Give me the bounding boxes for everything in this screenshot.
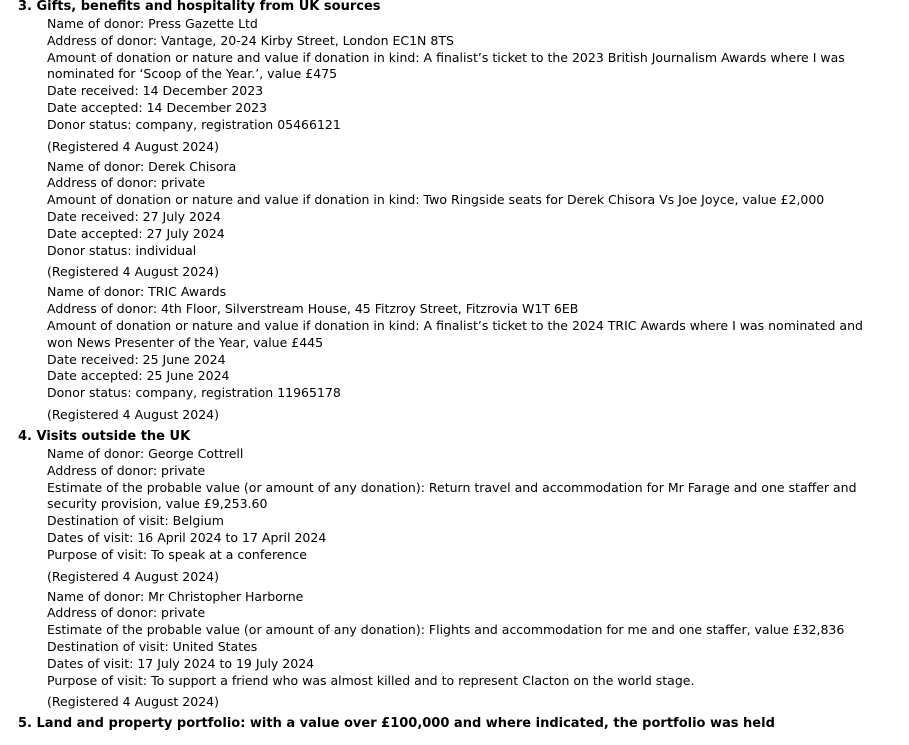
date-received: Date received: 27 July 2024 [47,208,221,224]
donation-amount: Amount of donation or nature and value if donation in kind: A finalist’s ticket to the 2023 British Journalism Awards where I was nominated for ‘Scoop of the Year.’, value £475 [47,49,845,82]
donor-status: Donor status: company, registration 11965178 [47,385,341,401]
visit-dates: Dates of visit: 17 July 2024 to 19 July 2024 [47,655,315,671]
section-heading-cutoff: 5. Land and property portfolio: with a value over £100,000 and where indicated, the portfolio was held [18,716,775,732]
donor-name: Name of donor: Derek Chisora [47,158,237,174]
visit-entry [47,446,867,585]
visit-value: Estimate of the probable value (or amount of any donation): Flights and accommodation for me and one staffer, value £32,836 [47,622,845,638]
section-heading: 4. Visits outside the UK [18,428,191,444]
registered-date: (Registered 4 August 2024) [47,264,219,280]
section-visits [0,427,909,710]
donor-address: Address of donor: private [47,605,206,621]
registered-date: (Registered 4 August 2024) [47,138,219,154]
donor-address: Address of donor: private [47,462,206,478]
visit-destination: Destination of visit: United States [47,638,258,654]
registered-date: (Registered 4 August 2024) [47,568,219,584]
date-received: Date received: 14 December 2023 [47,83,264,99]
visit-entry [47,589,867,711]
registered-date: (Registered 4 August 2024) [47,406,219,422]
visit-purpose: Purpose of visit: To speak at a conference [47,546,307,562]
date-accepted: Date accepted: 25 June 2024 [47,368,230,384]
date-accepted: Date accepted: 14 December 2023 [47,99,268,115]
donor-address: Address of donor: private [47,175,206,191]
registered-date: (Registered 4 August 2024) [47,694,219,710]
donor-name: Name of donor: TRIC Awards [47,284,227,300]
visit-destination: Destination of visit: Belgium [47,513,224,529]
donor-status: Donor status: individual [47,242,197,258]
date-accepted: Date accepted: 27 July 2024 [47,225,225,241]
donor-name: Name of donor: Mr Christopher Harborne [47,588,304,604]
gift-entry [47,16,867,155]
visit-purpose: Purpose of visit: To support a friend who was almost killed and to represent Clacton on the world stage. [47,672,695,688]
date-received: Date received: 25 June 2024 [47,351,226,367]
gift-entry [47,159,867,281]
gift-entry [47,284,867,423]
visit-dates: Dates of visit: 16 April 2024 to 17 April 2024 [47,529,327,545]
section-heading: 3. Gifts, benefits and hospitality from UK sources [18,0,381,14]
donation-amount: Amount of donation or nature and value if donation in kind: A finalist’s ticket to the 2024 TRIC Awards where I was nominated and won News Presenter of the Year, value £445 [47,317,863,350]
donor-name: Name of donor: Press Gazette Ltd [47,16,258,31]
donor-address: Address of donor: 4th Floor, Silverstream House, 45 Fitzroy Street, Fitzrovia W1T 6EB [47,301,579,317]
donor-name: Name of donor: George Cottrell [47,445,244,461]
visit-value: Estimate of the probable value (or amount of any donation): Return travel and accommodation for Mr Farage and one staffer and security provision, value £9,253.60 [47,479,857,512]
donation-amount: Amount of donation or nature and value if donation in kind: Two Ringside seats for Derek Chisora Vs Joe Joyce, value £2,000 [47,192,825,208]
donor-status: Donor status: company, registration 05466121 [47,116,341,132]
donor-address: Address of donor: Vantage, 20-24 Kirby Street, London EC1N 8TS [47,32,454,48]
